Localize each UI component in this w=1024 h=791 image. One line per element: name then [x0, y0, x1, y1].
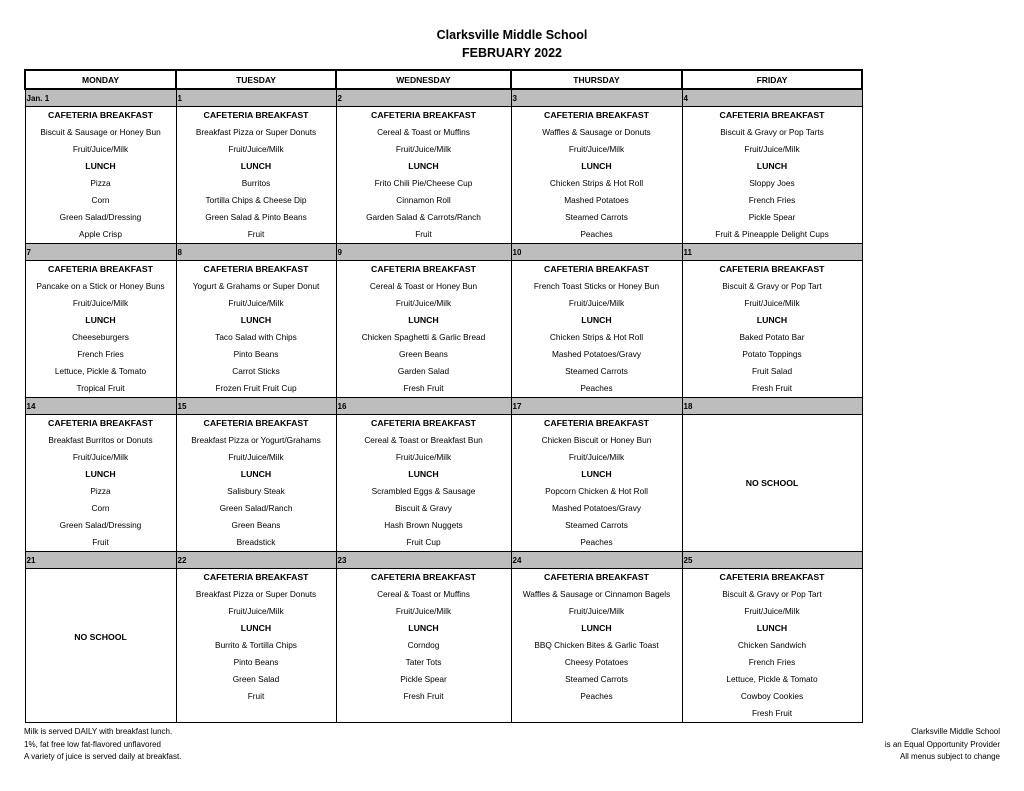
date-cell: 23 [336, 552, 511, 569]
menu-item: Breakfast Pizza or Super Donuts [195, 589, 317, 599]
menu-cell [25, 415, 176, 552]
menu-item: Peaches [580, 691, 613, 701]
menu-item: Fruit/Juice/Milk [72, 144, 129, 154]
menu-item: Burritos [241, 178, 271, 188]
menu-item: Peaches [580, 229, 613, 239]
menu-item: Peaches [580, 383, 613, 393]
date-cell: 22 [176, 552, 336, 569]
menu-item: Peaches [580, 537, 613, 547]
meal-heading: CAFETERIA BREAKFAST [544, 572, 649, 582]
menu-item: Biscuit & Sausage or Honey Bun [40, 127, 161, 137]
day-header-monday: MONDAY [25, 70, 176, 89]
date-cell: 8 [176, 244, 336, 261]
meal-heading: CAFETERIA BREAKFAST [48, 264, 153, 274]
menu-item: Fruit/Juice/Milk [228, 144, 284, 154]
meal-heading: CAFETERIA BREAKFAST [544, 264, 649, 274]
meal-heading: LUNCH [581, 161, 612, 171]
menu-item: Green Salad/Ranch [219, 503, 293, 513]
menu-cell [682, 415, 862, 552]
meal-heading: LUNCH [581, 469, 612, 479]
menu-item: Scrambled Eggs & Sausage [371, 486, 476, 496]
menu-item: Tater Tots [405, 657, 442, 667]
meal-heading: CAFETERIA BREAKFAST [203, 110, 309, 120]
menu-item: Chicken Biscuit or Honey Bun [541, 435, 652, 445]
menu-item: Apple Crisp [79, 229, 122, 239]
footer-provider-line: is an Equal Opportunity Provider [884, 739, 1000, 749]
menu-item: Cheesy Potatoes [564, 657, 629, 667]
menu-item: Fruit/Juice/Milk [744, 606, 800, 616]
menu-item: BBQ Chicken Bites & Garlic Toast [534, 640, 659, 650]
menu-cell [176, 415, 336, 552]
menu-cell [176, 261, 336, 398]
menu-row [25, 107, 862, 244]
menu-item: Fruit/Juice/Milk [395, 298, 452, 308]
menu-item: Fruit/Juice/Milk [395, 606, 452, 616]
footer-provider [885, 726, 1000, 764]
menu-item: Fruit/Juice/Milk [228, 606, 284, 616]
menu-item: Fruit Salad [751, 366, 793, 376]
date-cell: 24 [511, 552, 682, 569]
menu-item: Green Salad & Pinto Beans [205, 212, 307, 222]
menu-item: Fruit [247, 691, 265, 701]
day-header-thursday: THURSDAY [511, 70, 682, 89]
menu-calendar [24, 69, 863, 723]
menu-cell [336, 107, 511, 244]
menu-item: Garden Salad & Carrots/Ranch [366, 212, 481, 222]
meal-heading: LUNCH [408, 161, 439, 171]
menu-row [25, 415, 862, 552]
menu-item: Mashed Potatoes [564, 195, 629, 205]
menu-item: Fruit/Juice/Milk [568, 452, 625, 462]
menu-item: Cereal & Toast or Muffins [377, 127, 470, 137]
menu-cell [511, 261, 682, 398]
meal-heading: LUNCH [581, 623, 612, 633]
meal-heading: LUNCH [85, 469, 116, 479]
meal-heading: CAFETERIA BREAKFAST [544, 110, 649, 120]
menu-item: Taco Salad with Chips [215, 332, 297, 342]
menu-item: Tortilla Chips & Cheese Dip [205, 195, 307, 205]
menu-item: Fruit/Juice/Milk [72, 298, 129, 308]
meal-heading: LUNCH [756, 623, 788, 633]
meal-heading: LUNCH [240, 469, 272, 479]
menu-item: Pinto Beans [233, 657, 279, 667]
date-row [25, 244, 862, 261]
menu-cell [25, 569, 176, 723]
date-cell: 11 [682, 244, 862, 261]
date-cell: 14 [25, 398, 176, 415]
menu-item: Fruit/Juice/Milk [744, 144, 800, 154]
menu-item: Cinnamon Roll [396, 195, 451, 205]
menu-cell [25, 261, 176, 398]
date-cell: 10 [511, 244, 682, 261]
meal-heading: LUNCH [240, 161, 272, 171]
footer-note: A variety of juice is served daily at breakfast. [24, 752, 182, 761]
menu-cell [336, 569, 511, 723]
menu-item: Biscuit & Gravy or Pop Tart [722, 589, 822, 599]
menu-item: Salisbury Steak [227, 486, 285, 496]
meal-heading: CAFETERIA BREAKFAST [48, 110, 153, 120]
meal-heading: CAFETERIA BREAKFAST [371, 110, 476, 120]
menu-item: Fruit/Juice/Milk [744, 298, 800, 308]
menu-item: Steamed Carrots [565, 674, 628, 684]
menu-item: Cereal & Toast or Muffins [377, 589, 470, 599]
day-header-friday: FRIDAY [682, 70, 862, 89]
meal-heading: LUNCH [408, 623, 439, 633]
menu-cell [25, 107, 176, 244]
menu-item: Pizza [90, 486, 111, 496]
menu-item: Fruit/Juice/Milk [395, 452, 452, 462]
menu-item: Chicken Sandwich [737, 640, 807, 650]
menu-item: French Fries [748, 195, 796, 205]
menu-item: Fruit [247, 229, 265, 239]
menu-item: Popcorn Chicken & Hot Roll [545, 486, 648, 496]
meal-heading: LUNCH [85, 161, 116, 171]
menu-item: Steamed Carrots [565, 366, 628, 376]
date-cell: 2 [336, 89, 511, 107]
meal-heading: LUNCH [756, 161, 788, 171]
menu-item: Hash Brown Nuggets [384, 520, 463, 530]
menu-item: Fruit/Juice/Milk [228, 298, 284, 308]
menu-cell [336, 261, 511, 398]
meal-heading: LUNCH [408, 315, 439, 325]
meal-heading: CAFETERIA BREAKFAST [544, 418, 649, 428]
menu-item: Pizza [90, 178, 111, 188]
date-cell: 7 [25, 244, 176, 261]
meal-heading: CAFETERIA BREAKFAST [203, 572, 309, 582]
meal-heading: LUNCH [756, 315, 788, 325]
menu-item: Chicken Strips & Hot Roll [549, 178, 644, 188]
date-cell: 18 [682, 398, 862, 415]
menu-row [25, 261, 862, 398]
menu-item: French Toast Sticks or Honey Bun [533, 281, 660, 291]
menu-item: Sloppy Joes [749, 178, 795, 188]
menu-item: Fresh Fruit [403, 383, 444, 393]
menu-item: Fruit & Pineapple Delight Cups [715, 229, 829, 239]
menu-item: Tropical Fruit [76, 383, 125, 393]
meal-heading: LUNCH [581, 315, 612, 325]
menu-item: Corn [91, 195, 110, 205]
date-row [25, 398, 862, 415]
menu-item: Breakfast Pizza or Super Donuts [195, 127, 317, 137]
date-cell: 17 [511, 398, 682, 415]
meal-heading: CAFETERIA BREAKFAST [203, 418, 309, 428]
menu-item: Green Salad/Dressing [59, 520, 142, 530]
menu-item: French Fries [77, 349, 124, 359]
menu-item: Garden Salad [397, 366, 450, 376]
menu-item: Fruit/Juice/Milk [72, 452, 129, 462]
menu-cell [176, 107, 336, 244]
menu-item: Mashed Potatoes/Gravy [551, 503, 641, 513]
date-cell: 1 [176, 89, 336, 107]
date-cell: 16 [336, 398, 511, 415]
date-cell: 9 [336, 244, 511, 261]
menu-item: Cowboy Cookies [740, 691, 804, 701]
menu-item: Fruit/Juice/Milk [568, 298, 625, 308]
menu-item: Breakfast Burritos or Donuts [48, 435, 153, 445]
menu-item: Lettuce, Pickle & Tomato [726, 674, 818, 684]
menu-item: French Fries [748, 657, 796, 667]
menu-item: Fruit/Juice/Milk [228, 452, 284, 462]
meal-heading: CAFETERIA BREAKFAST [48, 418, 153, 428]
meal-heading: CAFETERIA BREAKFAST [371, 264, 476, 274]
meal-heading: CAFETERIA BREAKFAST [371, 418, 476, 428]
menu-item: Fruit [415, 229, 432, 239]
menu-row [25, 569, 862, 723]
footer-provider-line: Clarksville Middle School [911, 727, 1000, 736]
menu-item: Green Beans [399, 349, 448, 359]
menu-item: Fruit Cup [406, 537, 441, 547]
menu-item: Chicken Spaghetti & Garlic Bread [361, 332, 486, 342]
menu-item: Chicken Strips & Hot Roll [549, 332, 644, 342]
weekday-header-row [25, 70, 862, 89]
menu-cell [682, 261, 862, 398]
menu-item: Pinto Beans [233, 349, 279, 359]
footer-note: 1%, fat free low fat-flavored unflavored [24, 739, 161, 749]
date-cell: Jan. 1 [25, 89, 176, 107]
menu-item: Carrot Sticks [232, 366, 280, 376]
menu-item: Lettuce, Pickle & Tomato [54, 366, 147, 376]
menu-item: Fresh Fruit [403, 691, 444, 701]
menu-item: Breakfast Pizza or Yogurt/Grahams [191, 435, 321, 445]
meal-heading: CAFETERIA BREAKFAST [719, 572, 825, 582]
menu-item: Biscuit & Gravy [395, 503, 452, 513]
menu-item: Burrito & Tortilla Chips [215, 640, 297, 650]
menu-item: Pancake on a Stick or Honey Buns [36, 281, 165, 291]
menu-item: Corn [91, 503, 110, 513]
menu-item: Waffles & Sausage or Donuts [542, 127, 651, 137]
footer-note: Milk is served DAILY with breakfast lunch. [24, 727, 173, 736]
meal-heading: LUNCH [85, 315, 116, 325]
menu-cell [511, 107, 682, 244]
menu-item: Steamed Carrots [565, 212, 628, 222]
day-header-wednesday: WEDNESDAY [336, 70, 511, 89]
menu-item: Yogurt & Grahams or Super Donut [192, 281, 320, 291]
menu-cell [176, 569, 336, 723]
menu-item: Breadstick [236, 537, 276, 547]
month-title: FEBRUARY 2022 [461, 46, 563, 60]
menu-item: Biscuit & Gravy or Pop Tart [722, 281, 822, 291]
no-school-label: NO SCHOOL [745, 478, 799, 488]
menu-item: Steamed Carrots [565, 520, 628, 530]
menu-item: Fresh Fruit [751, 708, 793, 718]
weeks-body [25, 89, 862, 723]
footer-notes [24, 726, 181, 764]
menu-item: Fruit/Juice/Milk [568, 606, 625, 616]
menu-item: Cheeseburgers [72, 332, 129, 342]
meal-heading: LUNCH [408, 469, 439, 479]
meal-heading: CAFETERIA BREAKFAST [719, 110, 825, 120]
menu-cell [682, 569, 862, 723]
menu-item: Fruit [92, 537, 109, 547]
footer-provider-line: All menus subject to change [899, 752, 1000, 761]
meal-heading: CAFETERIA BREAKFAST [719, 264, 825, 274]
date-cell: 21 [25, 552, 176, 569]
menu-item: Green Salad [232, 674, 280, 684]
menu-item: Baked Potato Bar [739, 332, 805, 342]
menu-item: Mashed Potatoes/Gravy [551, 349, 641, 359]
menu-cell [511, 415, 682, 552]
menu-item: Pickle Spear [748, 212, 796, 222]
no-school-label: NO SCHOOL [74, 632, 127, 642]
school-title: Clarksville Middle School [436, 28, 588, 42]
menu-item: Pickle Spear [400, 674, 447, 684]
menu-item: Corndog [407, 640, 440, 650]
menu-item: Fresh Fruit [751, 383, 793, 393]
date-row [25, 552, 862, 569]
date-cell: 15 [176, 398, 336, 415]
date-cell: 4 [682, 89, 862, 107]
day-header-tuesday: TUESDAY [176, 70, 336, 89]
menu-item: Cereal & Toast or Breakfast Bun [364, 435, 483, 445]
menu-item: Fruit/Juice/Milk [568, 144, 625, 154]
meal-heading: CAFETERIA BREAKFAST [371, 572, 476, 582]
menu-item: Cereal & Toast or Honey Bun [369, 281, 478, 291]
menu-cell [511, 569, 682, 723]
date-row [25, 89, 862, 107]
menu-cell [336, 415, 511, 552]
menu-item: Frito Chili Pie/Cheese Cup [374, 178, 473, 188]
date-cell: 25 [682, 552, 862, 569]
meal-heading: LUNCH [240, 315, 272, 325]
date-cell: 3 [511, 89, 682, 107]
meal-heading: LUNCH [240, 623, 272, 633]
menu-item: Green Salad/Dressing [59, 212, 142, 222]
menu-item: Frozen Fruit Fruit Cup [215, 383, 297, 393]
menu-item: Biscuit & Gravy or Pop Tarts [720, 127, 824, 137]
menu-cell [682, 107, 862, 244]
menu-item: Green Beans [231, 520, 281, 530]
menu-item: Potato Toppings [742, 349, 802, 359]
menu-item: Fruit/Juice/Milk [395, 144, 452, 154]
menu-item: Waffles & Sausage or Cinnamon Bagels [522, 589, 671, 599]
meal-heading: CAFETERIA BREAKFAST [203, 264, 309, 274]
